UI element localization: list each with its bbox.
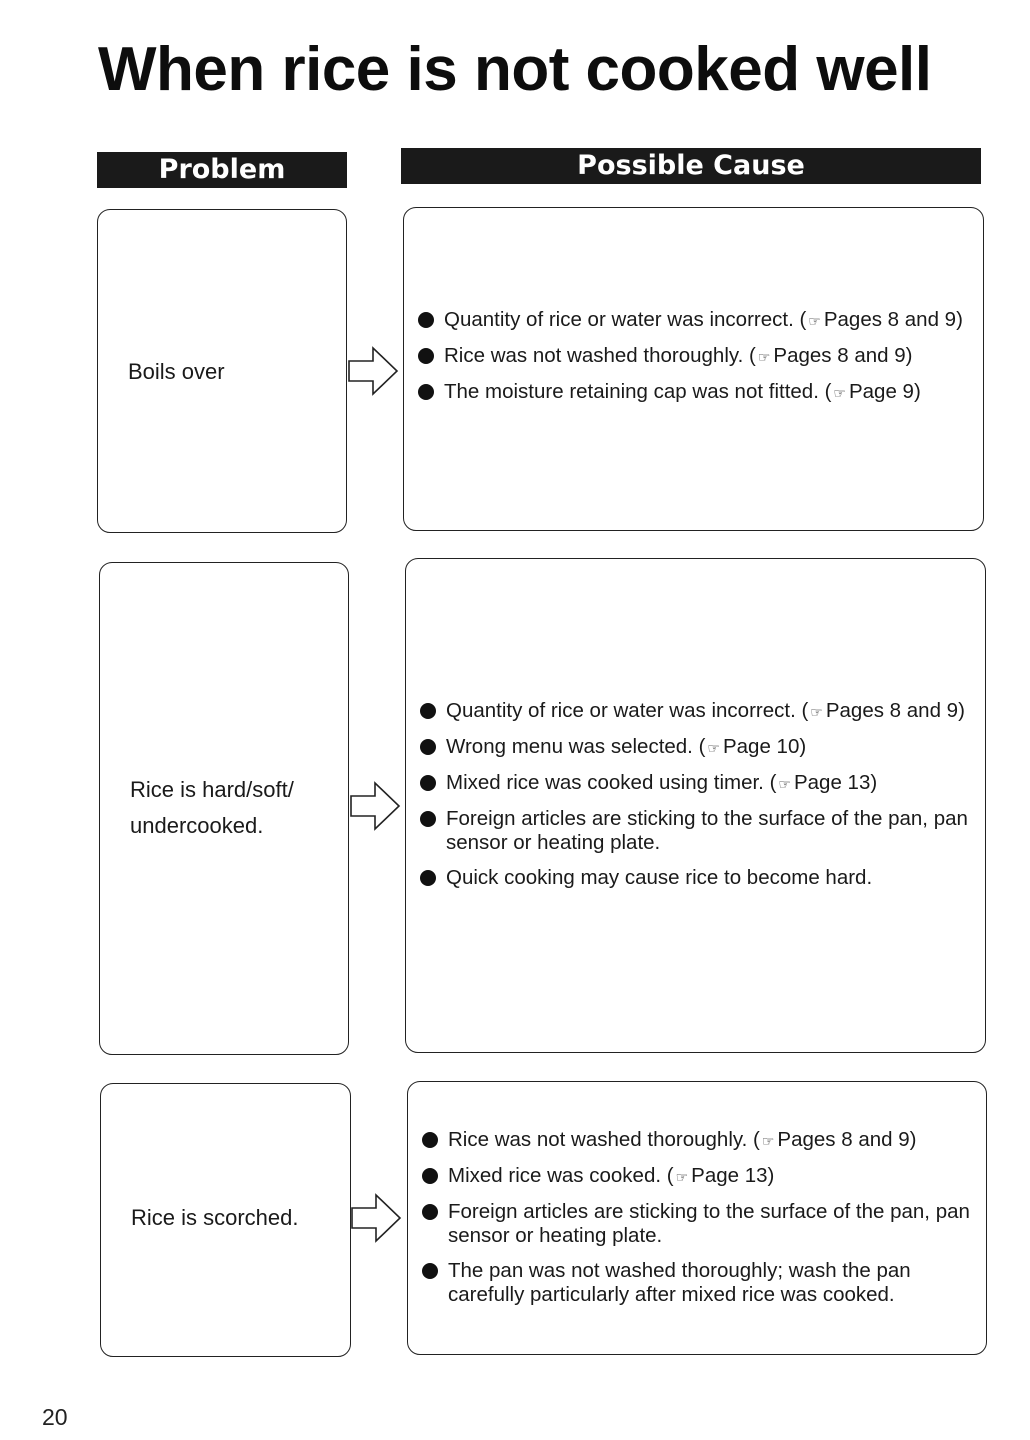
cause-item [420,735,971,760]
page-reference: Page 9) [848,380,921,403]
cause-text: The pan was not washed thoroughly; wash the pan carefully particularly after mixed rice was cooked. [448,1259,911,1306]
bullet-icon [420,811,436,827]
pointing-hand-icon: ☞ [833,385,846,401]
cause-text: Rice was not washed thoroughly. ( [448,1128,760,1151]
possible-cause-header: Possible Cause [401,148,981,184]
bullet-icon [422,1132,438,1148]
bullet-icon [422,1168,438,1184]
bullet-icon [418,312,434,328]
page-reference: Pages 8 and 9) [825,699,965,722]
cause-text: Rice was not washed thoroughly. ( [444,344,756,367]
cause-text: Quick cooking may cause rice to become hard. [446,866,873,889]
bullet-icon [420,870,436,886]
cause-text: Foreign articles are sticking to the surface of the pan, pan sensor or heating plate. [446,807,968,854]
bullet-icon [422,1263,438,1279]
page-reference: Pages 8 and 9) [823,308,963,331]
cause-text: The moisture retaining cap was not fitted. ( [444,380,832,403]
cause-item [420,866,971,890]
page-reference: Page 13) [793,771,878,794]
cause-box-rice-hard-soft [405,558,986,1053]
cause-text: Mixed rice was cooked using timer. ( [446,771,777,794]
cause-item [420,807,971,855]
problem-text [131,1200,299,1236]
bullet-icon [422,1204,438,1220]
cause-list [420,699,971,901]
cause-item [420,771,971,796]
arrow-right-icon [350,1192,402,1244]
pointing-hand-icon: ☞ [761,1133,775,1149]
bullet-icon [418,348,434,364]
problem-text [130,772,294,844]
cause-item [418,380,969,405]
page-reference: Pages 8 and 9) [777,1128,917,1151]
problem-line: Rice is scorched. [131,1205,299,1230]
page-reference: Page 10) [722,735,807,758]
cause-item [422,1259,972,1307]
pointing-hand-icon: ☞ [675,1169,689,1185]
pointing-hand-icon: ☞ [810,704,823,720]
arrow-right-icon [347,345,399,397]
cause-item [422,1128,972,1153]
problem-header: Problem [97,152,347,188]
cause-text: Mixed rice was cooked. ( [448,1164,674,1187]
problem-line: undercooked. [130,813,264,838]
arrow-right-icon [349,780,401,832]
bullet-icon [420,739,436,755]
cause-item [418,308,969,333]
problem-box-rice-hard-soft [99,562,349,1055]
page-number: 20 [42,1404,68,1430]
cause-list [422,1128,972,1318]
pointing-hand-icon: ☞ [808,313,821,329]
cause-box-boils-over [403,207,984,531]
problem-line: Rice is hard/soft/ [130,777,294,802]
cause-text: Quantity of rice or water was incorrect. ( [444,308,807,331]
bullet-icon [418,384,434,400]
page-reference: Page 13) [691,1164,775,1187]
cause-item [418,344,969,369]
bullet-icon [420,703,436,719]
cause-item [420,699,971,724]
cause-box-rice-scorched [407,1081,987,1355]
cause-text: Wrong menu was selected. ( [446,735,706,758]
pointing-hand-icon: ☞ [707,740,720,756]
cause-item [422,1164,972,1189]
page-reference: Pages 8 and 9) [773,344,913,367]
cause-text: Foreign articles are sticking to the surface of the pan, pan sensor or heating plate. [448,1200,970,1247]
pointing-hand-icon: ☞ [757,349,771,365]
cause-text: Quantity of rice or water was incorrect. ( [446,699,809,722]
problem-line: Boils over [128,359,225,384]
page-title: When rice is not cooked well [98,35,932,104]
pointing-hand-icon: ☞ [778,776,791,792]
problem-text [128,354,225,390]
cause-item [422,1200,972,1248]
cause-list [418,308,969,416]
problem-box-rice-scorched [100,1083,351,1357]
problem-box-boils-over [97,209,347,533]
bullet-icon [420,775,436,791]
